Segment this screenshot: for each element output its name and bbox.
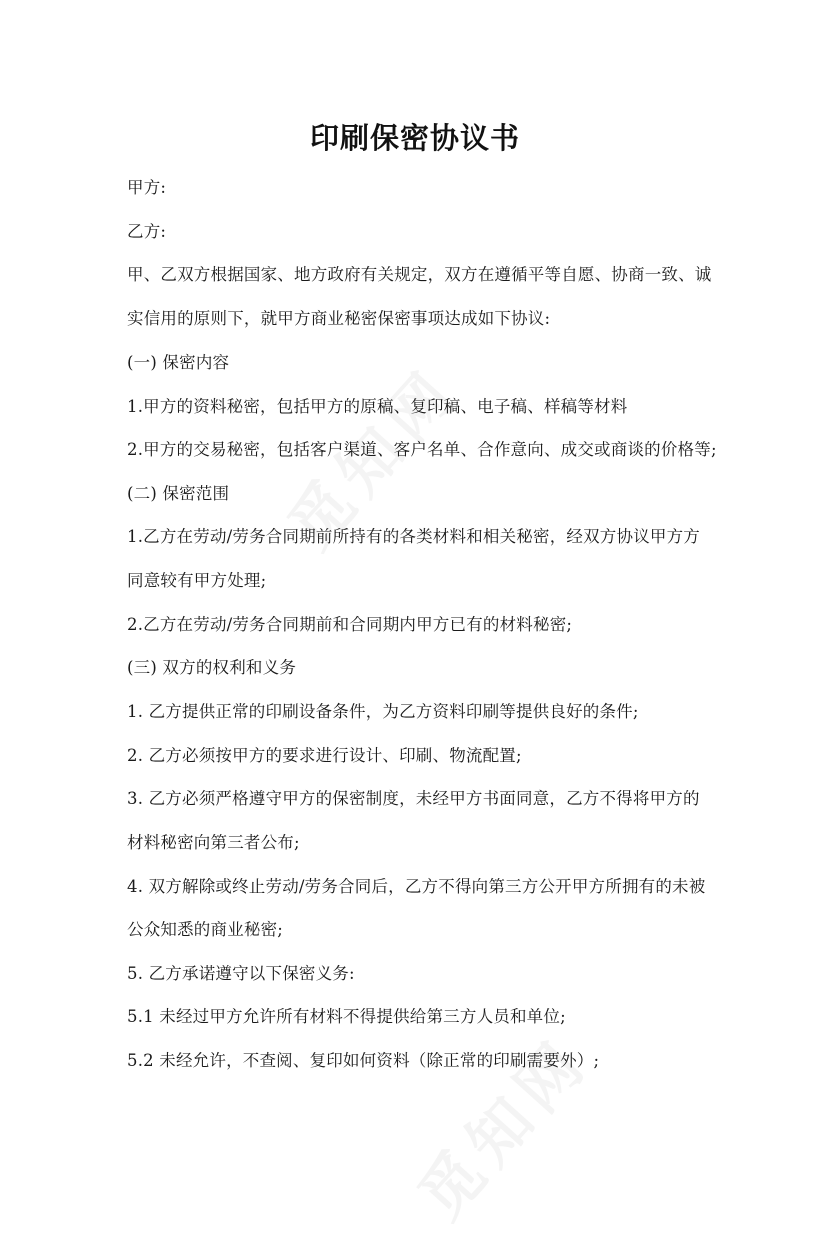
clause-line: 5. 乙方承诺遵守以下保密义务:	[127, 964, 355, 983]
paragraph-line: 甲、乙双方根据国家、地方政府有关规定，双方在遵循平等自愿、协商一致、诚	[127, 265, 712, 284]
document-title: 印刷保密协议书	[309, 121, 520, 155]
section-heading: (三) 双方的权利和义务	[127, 658, 297, 677]
clause-line: 同意较有甲方处理;	[127, 571, 267, 590]
clause-line: 2.乙方在劳动/劳务合同期前和合同期内甲方已有的材料秘密;	[127, 615, 573, 634]
section-heading: (二) 保密范围	[127, 484, 230, 503]
clause-line: 2. 乙方必须按甲方的要求进行设计、印刷、物流配置;	[127, 746, 522, 765]
clause-line: 5.2 未经允许，不查阅、复印如何资料（除正常的印刷需要外）;	[127, 1051, 600, 1070]
clause-line: 2.甲方的交易秘密，包括客户渠道、客户名单、合作意向、成交或商谈的价格等;	[127, 440, 717, 459]
clause-line: 3. 乙方必须严格遵守甲方的保密制度，未经甲方书面同意，乙方不得将甲方的	[127, 789, 700, 808]
party-b-label: 乙方:	[127, 222, 167, 241]
clause-line: 5.1 未经过甲方允许所有材料不得提供给第三方人员和单位;	[127, 1007, 566, 1026]
clause-line: 材料秘密向第三者公布;	[127, 833, 300, 852]
clause-line: 1.甲方的资料秘密，包括甲方的原稿、复印稿、电子稿、样稿等材料	[127, 397, 628, 416]
paragraph-line: 实信用的原则下，就甲方商业秘密保密事项达成如下协议:	[127, 309, 551, 328]
clause-line: 4. 双方解除或终止劳动/劳务合同后，乙方不得向第三方公开甲方所拥有的未被	[127, 877, 706, 896]
clause-line: 1.乙方在劳动/劳务合同期前所持有的各类材料和相关秘密，经双方协议甲方方	[127, 527, 701, 546]
clause-line: 公众知悉的商业秘密;	[127, 920, 284, 939]
watermark	[395, 1014, 606, 1234]
party-a-label: 甲方:	[127, 178, 167, 197]
section-heading: (一) 保密内容	[127, 353, 230, 372]
clause-line: 1. 乙方提供正常的印刷设备条件，为乙方资料印刷等提供良好的条件;	[127, 702, 639, 721]
